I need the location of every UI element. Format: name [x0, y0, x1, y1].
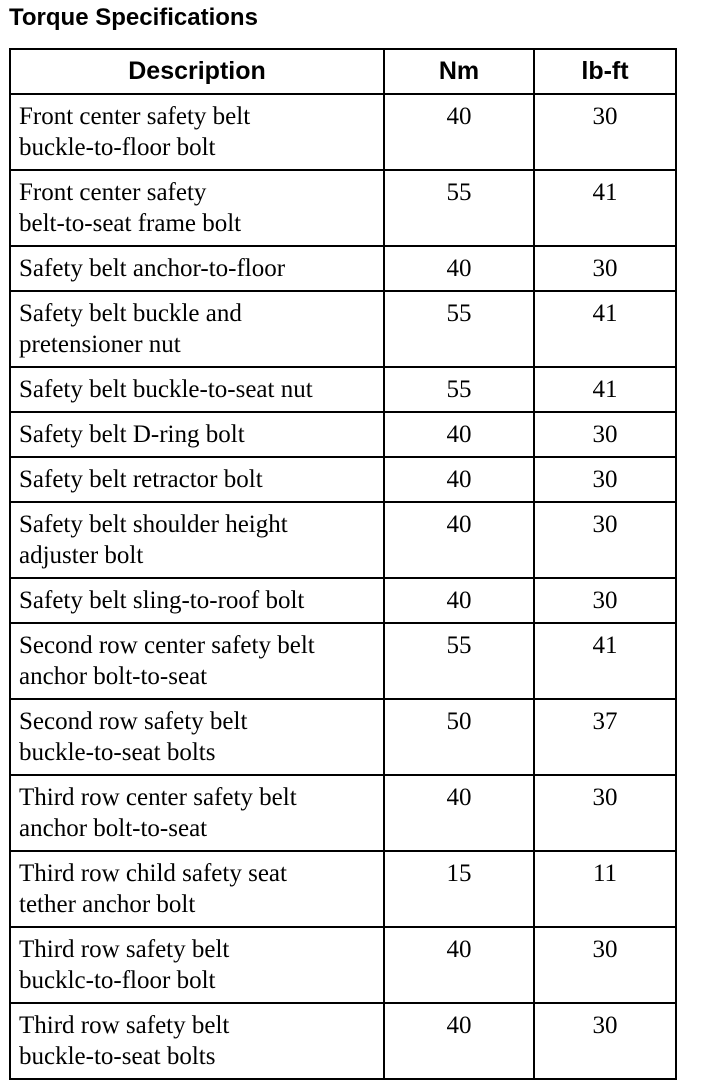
nm-cell: 55	[384, 367, 534, 412]
description-cell: Second row safety belt buckle-to-seat bolts	[10, 699, 384, 775]
description-cell: Safety belt D-ring bolt	[10, 412, 384, 457]
description-cell: Front center safety belt buckle-to-floor bolt	[10, 94, 384, 170]
nm-cell: 40	[384, 927, 534, 1003]
nm-cell: 40	[384, 457, 534, 502]
lbft-cell: 30	[534, 502, 676, 578]
column-header-description: Description	[10, 49, 384, 94]
table-row	[10, 699, 676, 775]
table-row	[10, 412, 676, 457]
lbft-cell: 30	[534, 94, 676, 170]
lbft-cell: 30	[534, 1003, 676, 1079]
table-row	[10, 623, 676, 699]
nm-cell: 40	[384, 94, 534, 170]
lbft-cell: 37	[534, 699, 676, 775]
description-cell: Second row center safety belt anchor bolt-to-seat	[10, 623, 384, 699]
description-cell: Third row safety belt buckle-to-seat bolts	[10, 1003, 384, 1079]
nm-cell: 40	[384, 775, 534, 851]
nm-cell: 55	[384, 291, 534, 367]
description-cell: Safety belt retractor bolt	[10, 457, 384, 502]
table-row	[10, 246, 676, 291]
nm-cell: 40	[384, 578, 534, 623]
lbft-cell: 30	[534, 775, 676, 851]
description-cell: Safety belt buckle-to-seat nut	[10, 367, 384, 412]
table-row	[10, 291, 676, 367]
table-row	[10, 927, 676, 1003]
nm-cell: 40	[384, 246, 534, 291]
column-header-nm: Nm	[384, 49, 534, 94]
table-row	[10, 851, 676, 927]
lbft-cell: 30	[534, 246, 676, 291]
nm-cell: 40	[384, 412, 534, 457]
lbft-cell: 41	[534, 291, 676, 367]
description-cell: Safety belt buckle and pretensioner nut	[10, 291, 384, 367]
page-title: Torque Specifications	[9, 4, 258, 31]
lbft-cell: 11	[534, 851, 676, 927]
nm-cell: 15	[384, 851, 534, 927]
torque-spec-table	[9, 48, 677, 1080]
description-cell: Safety belt anchor-to-floor	[10, 246, 384, 291]
lbft-cell: 30	[534, 457, 676, 502]
nm-cell: 55	[384, 170, 534, 246]
description-cell: Safety belt sling-to-roof bolt	[10, 578, 384, 623]
table-row	[10, 457, 676, 502]
lbft-cell: 30	[534, 578, 676, 623]
lbft-cell: 41	[534, 170, 676, 246]
table-row	[10, 367, 676, 412]
nm-cell: 55	[384, 623, 534, 699]
description-cell: Front center safety belt-to-seat frame bolt	[10, 170, 384, 246]
lbft-cell: 30	[534, 412, 676, 457]
description-cell: Third row center safety belt anchor bolt-to-seat	[10, 775, 384, 851]
description-cell: Third row child safety seat tether anchor bolt	[10, 851, 384, 927]
table-row	[10, 775, 676, 851]
table-row	[10, 1003, 676, 1079]
description-cell: Safety belt shoulder height adjuster bolt	[10, 502, 384, 578]
table-row	[10, 94, 676, 170]
table-header-row	[10, 49, 676, 94]
nm-cell: 50	[384, 699, 534, 775]
table-row	[10, 170, 676, 246]
nm-cell: 40	[384, 1003, 534, 1079]
lbft-cell: 30	[534, 927, 676, 1003]
column-header-lbft: lb-ft	[534, 49, 676, 94]
lbft-cell: 41	[534, 367, 676, 412]
table-row	[10, 578, 676, 623]
description-cell: Third row safety belt bucklc-to-floor bolt	[10, 927, 384, 1003]
lbft-cell: 41	[534, 623, 676, 699]
nm-cell: 40	[384, 502, 534, 578]
table-row	[10, 502, 676, 578]
